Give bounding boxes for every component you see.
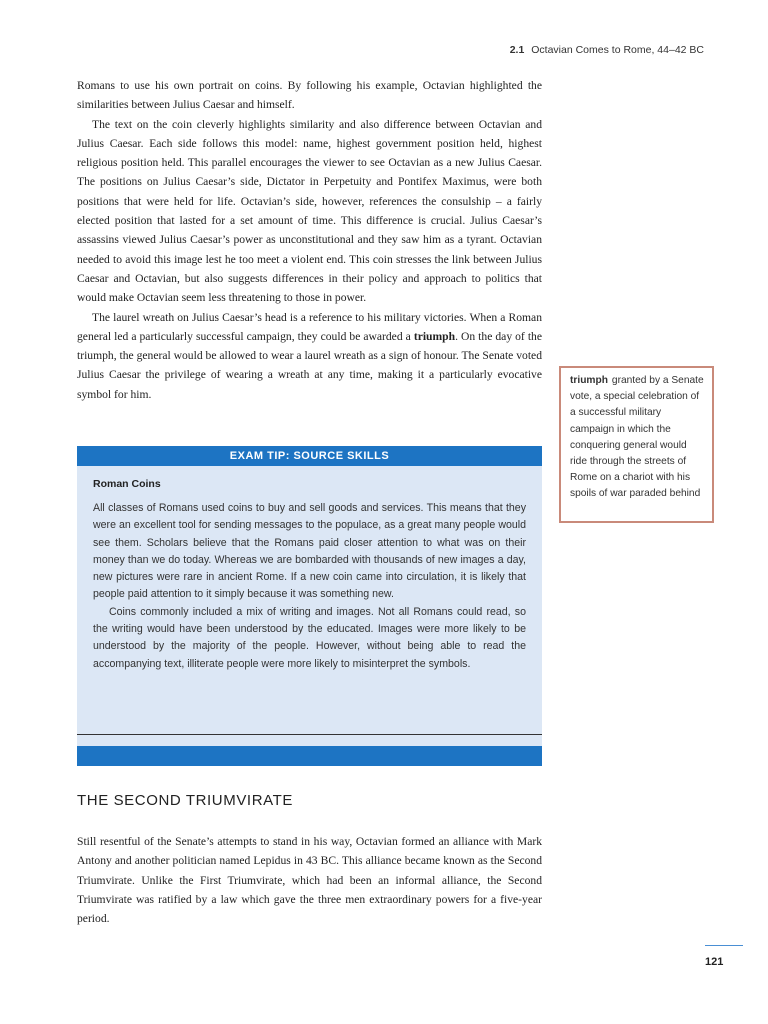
page-number: 121	[705, 956, 724, 968]
main-text	[77, 76, 542, 404]
body-paragraph: Still resentful of the Senate’s attempts to stand in his way, Octavian formed an alliance with Mark Antony and another politician named Lepidus in 43 BC. This alliance became known as the Second Triumvirate. Unlike the First Triumvirate, which had been an informal alliance, the Second Triumvirate was ratified by a law which gave the three men extraordinary powers for a five-year period.	[77, 835, 542, 926]
exam-tip-body	[77, 466, 542, 673]
running-head	[510, 44, 704, 56]
exam-tip-paragraph: All classes of Romans used coins to buy and sell goods and services. This means that they were an excellent tool for sending messages to the populace, as a great many people would see them. Scholars believe that the Romans paid closer attention to what was on their money than we do today. Whereas we are bombarded with thousands of new images a day, new pictures were rare in ancient Rome. If a new coin came into circulation, it is likely that people paid attention to it simply because it was something new.	[93, 502, 526, 601]
exam-tip-header: EXAM TIP: SOURCE SKILLS	[77, 446, 542, 466]
body-paragraph: Romans to use his own portrait on coins. By following his example, Octavian highlighted the similarities between Julius Caesar and himself.	[77, 79, 542, 112]
exam-tip-title: Roman Coins	[93, 478, 161, 490]
exam-tip-paragraph: Coins commonly included a mix of writing and images. Not all Romans could read, so the writing would have been understood by the educated. Images were more likely to be understood by the majority of the people. However, without being able to read the accompanying text, illiterate people were more likely to misinterpret the symbols.	[93, 605, 526, 670]
section-heading: THE SECOND TRIUMVIRATE	[77, 792, 293, 809]
exam-tip-footer-bar	[77, 746, 542, 766]
glossary-term: triumph	[570, 375, 608, 386]
glossary-definition: granted by a Senate vote, a special celebration of a successful military campaign in which the conquering general would ride through the streets of Rome on a chariot with his spoils of war paraded behind	[570, 375, 704, 500]
glossary-box	[559, 366, 714, 523]
body-paragraph: The text on the coin cleverly highlights similarity and also difference between Octavian and Julius Caesar. Each side follows this model: name, highest government position held, highest religious position held. This parallel encourages the viewer to see Octavian as a new Julius Caesar. The positions on Julius Caesar’s side, Dictator in Perpetuity and Pontifex Maximus, were both positions that were held for life. Octavian’s side, however, references the consulship – a fairly elected position that lasted for a set amount of time. This difference is crucial. Julius Caesar’s assassins viewed Julius Caesar’s power as unconstitutional and they saw him as a tyrant. Octavian needed to avoid this image lest he too meet a violent end. This coin stresses the link between Julius Caesar and Octavian, but also suggests differences in their policy and approach to politics that would make Octavian seem less threatening to those in power.	[77, 117, 542, 305]
page-number-rule	[705, 945, 743, 946]
section-number: 2.1	[509, 44, 525, 56]
section-running-title: Octavian Comes to Rome, 44–42 BC	[531, 44, 704, 56]
glossary-term-triumph: triumph	[413, 329, 456, 343]
laurel-text-before: The laurel wreath on Julius Caesar’s head is a reference to his military victories. When a Roman general led a particularly successful campaign, they could be awarded a	[77, 310, 542, 343]
laurel-text-after: . On the day of the triumph, the general would be allowed to wear a laurel wreath as a sign of honour. The Senate voted Julius Caesar the privilege of wearing a wreath at any time, making it a particularly evocative symbol for him.	[77, 329, 542, 401]
exam-tip-box	[77, 446, 542, 766]
exam-tip-divider	[77, 734, 542, 735]
section-text	[77, 832, 542, 928]
laurel-paragraph	[77, 308, 542, 404]
